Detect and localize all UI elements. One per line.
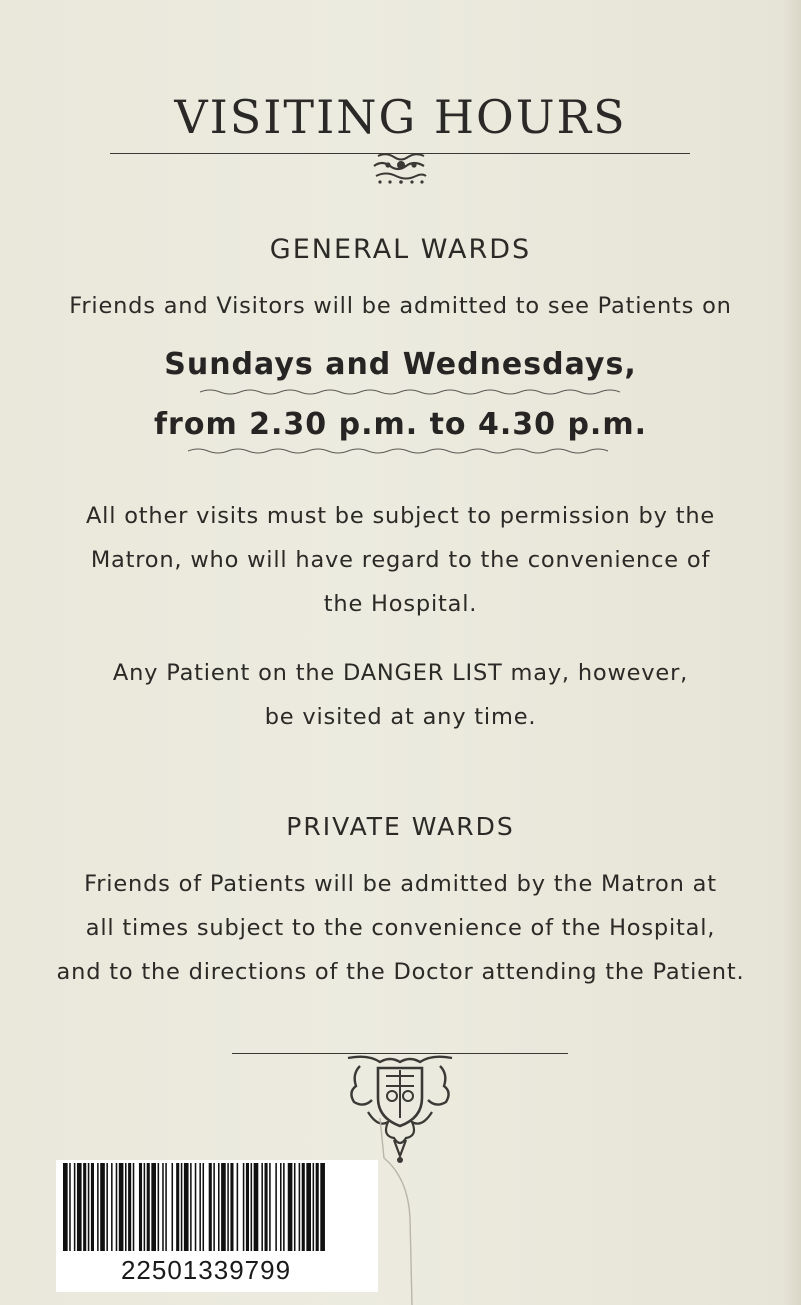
visiting-times: from 2.30 p.m. to 4.30 p.m. bbox=[154, 407, 647, 442]
general-intro-text: Friends and Visitors will be admitted to see Patients on bbox=[69, 293, 732, 319]
permission-text-line-2: Matron, who will have regard to the convenience of bbox=[90, 547, 711, 573]
permission-text-line-3: the Hospital. bbox=[323, 591, 478, 617]
visiting-days: Sundays and Wednesdays, bbox=[164, 347, 637, 382]
danger-list-text-line-1: Any Patient on the DANGER LIST may, however, bbox=[112, 660, 689, 686]
paper-edge-shadow bbox=[783, 0, 801, 1305]
general-wards-heading: GENERAL WARDS bbox=[269, 234, 532, 265]
private-text-line-2: all times subject to the convenience of the Hospital, bbox=[85, 915, 716, 941]
barcode-bars bbox=[61, 1163, 371, 1253]
barcode-number: 22501339799 bbox=[120, 1255, 292, 1285]
private-text-line-1: Friends of Patients will be admitted by the Matron at bbox=[84, 871, 717, 897]
page-title: VISITING HOURS bbox=[174, 90, 627, 144]
decorative-ornament-icon bbox=[366, 152, 436, 186]
days-underline bbox=[200, 387, 620, 397]
private-text-line-3: and to the directions of the Doctor attending the Patient. bbox=[56, 959, 745, 985]
permission-text-line-1: All other visits must be subject to permission by the bbox=[85, 503, 716, 529]
private-wards-heading: PRIVATE WARDS bbox=[286, 812, 515, 841]
times-underline bbox=[188, 446, 612, 456]
label-edge-shadow bbox=[378, 1118, 418, 1305]
danger-list-text-line-2: be visited at any time. bbox=[264, 704, 537, 730]
library-barcode-label bbox=[56, 1160, 378, 1292]
